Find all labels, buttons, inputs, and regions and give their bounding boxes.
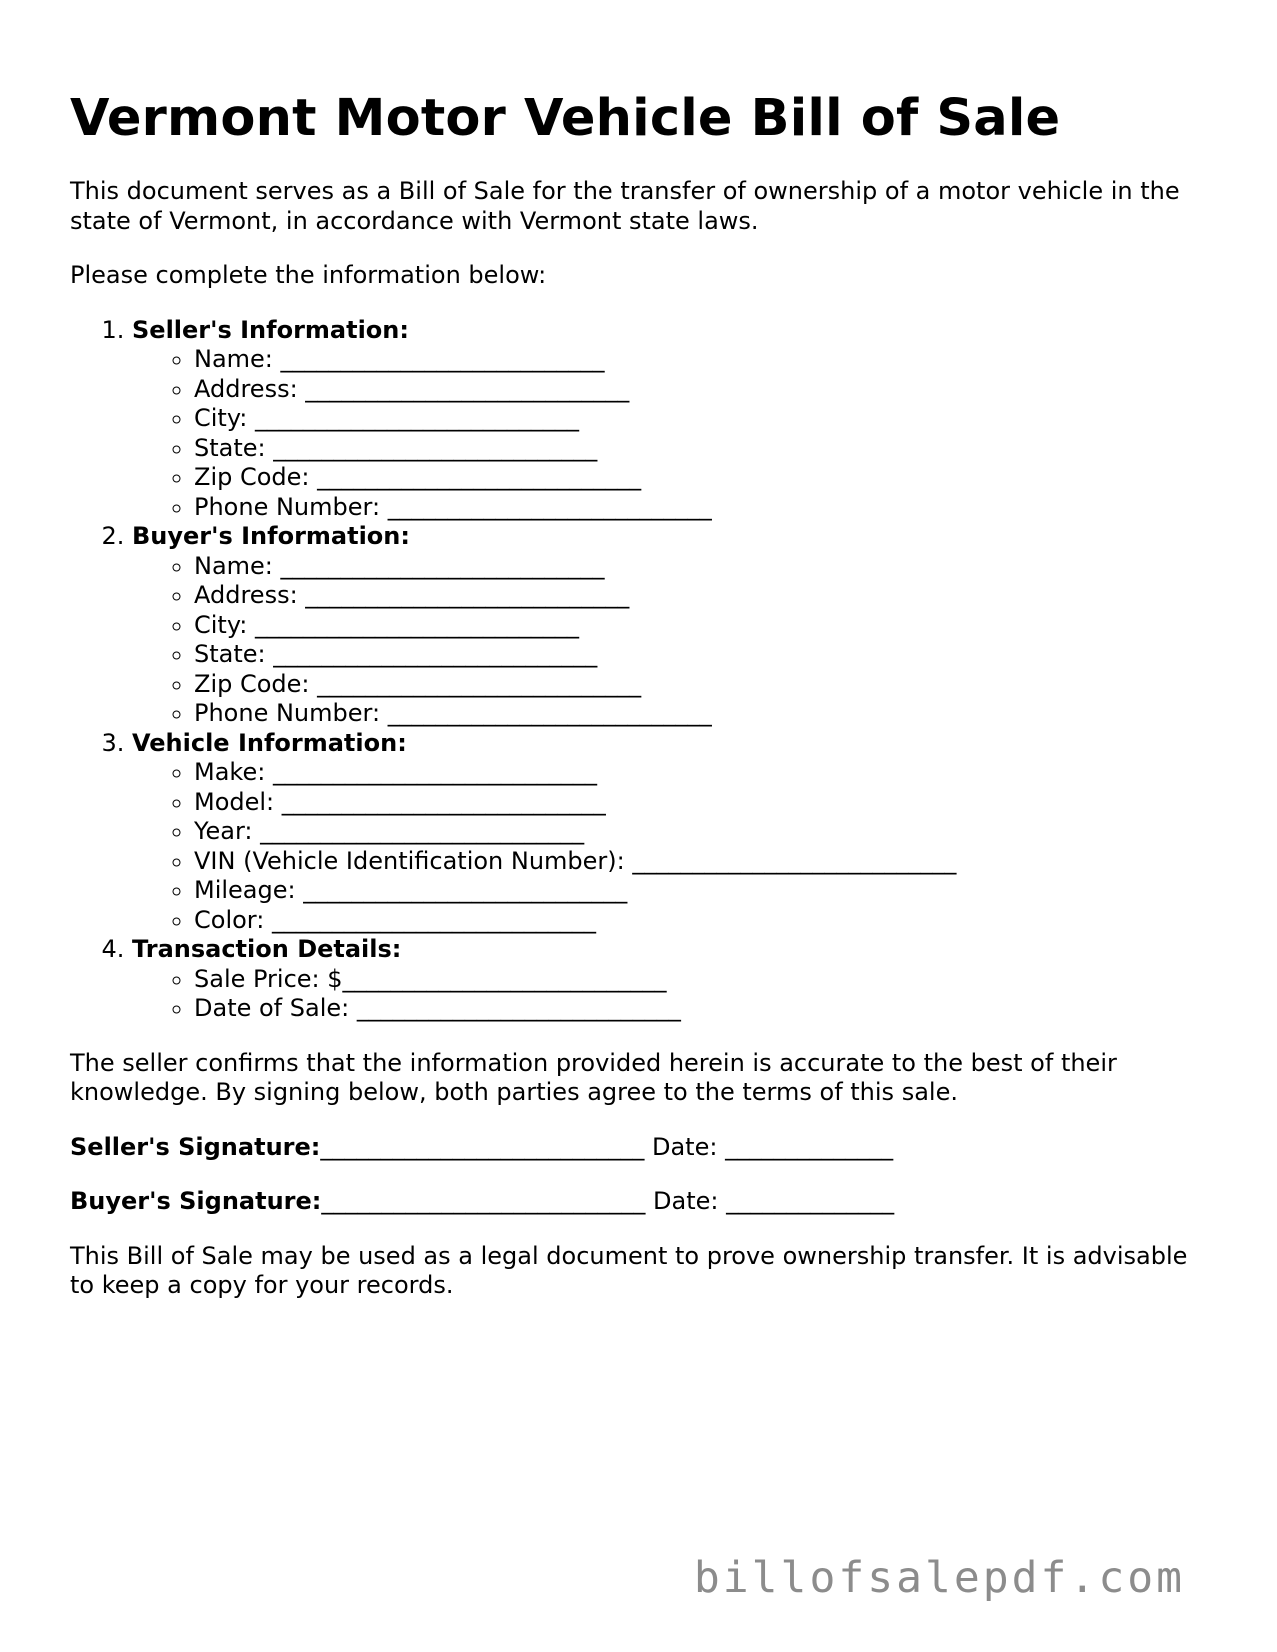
- field-vehicle-make: [194, 758, 1210, 788]
- field-label: Mileage:: [194, 876, 304, 904]
- blank-line: ___________________________: [305, 374, 630, 403]
- field-label: Phone Number:: [194, 492, 388, 521]
- section-buyer-information: [132, 522, 1210, 729]
- blank-line: ___________________________: [272, 758, 597, 786]
- section-transaction-details: [132, 935, 1210, 1024]
- field-label: Make:: [194, 758, 273, 786]
- blank-line: ___________________________: [280, 551, 605, 580]
- intro-paragraph: This document serves as a Bill of Sale for the transfer of ownership of a motor vehicle in the state of Vermont, in accordance with Vermont state laws.: [70, 177, 1180, 235]
- field-list: [132, 965, 1210, 1024]
- field-seller-address: [194, 375, 1210, 405]
- field-list: [132, 758, 1210, 935]
- blank-line: ___________________________: [342, 964, 667, 993]
- field-label: VIN (Vehicle Identification Number):: [194, 846, 633, 875]
- field-label: Zip Code:: [194, 463, 318, 491]
- field-seller-city: [194, 404, 1210, 434]
- field-label: Address:: [194, 581, 306, 609]
- blank-line: ___________________________: [255, 610, 580, 639]
- field-label: Date of Sale:: [194, 994, 357, 1022]
- field-list: [132, 345, 1210, 522]
- date-line: ______________: [726, 1187, 895, 1215]
- field-label: City:: [194, 610, 256, 639]
- date-line: ______________: [725, 1132, 894, 1161]
- field-label: State:: [194, 640, 274, 668]
- section-title: Transaction Details:: [132, 935, 402, 963]
- field-buyer-city: [194, 611, 1210, 641]
- confirmation-paragraph: The seller confirms that the information provided herein is accurate to the best of their knowledge. By signing below, both parties agree to the terms of this sale.: [70, 1048, 1117, 1106]
- section-title: Seller's Information:: [132, 315, 409, 344]
- field-sale-price: [194, 965, 1210, 995]
- field-label: Phone Number:: [194, 699, 388, 727]
- field-seller-state: [194, 434, 1210, 464]
- field-vehicle-vin: [194, 847, 1210, 877]
- section-vehicle-information: [132, 729, 1210, 936]
- signature-line: ___________________________: [320, 1132, 645, 1161]
- blank-line: ___________________________: [317, 463, 642, 491]
- blank-line: ___________________________: [387, 699, 712, 727]
- field-seller-zip-code: [194, 463, 1210, 493]
- blank-line: ___________________________: [632, 846, 957, 875]
- field-buyer-state: [194, 640, 1210, 670]
- blank-line: ___________________________: [303, 876, 628, 904]
- field-vehicle-year: [194, 817, 1210, 847]
- blank-line: ___________________________: [317, 669, 642, 698]
- closing-paragraph: This Bill of Sale may be used as a legal document to prove ownership transfer. It is advisable to keep a copy for your records.: [70, 1241, 1188, 1299]
- field-label: Zip Code:: [194, 669, 318, 698]
- field-label: City:: [194, 404, 256, 432]
- date-label: Date:: [645, 1187, 727, 1215]
- page-title: Vermont Motor Vehicle Bill of Sale: [70, 89, 1061, 148]
- field-label: Color:: [194, 905, 272, 934]
- section-title: Vehicle Information:: [132, 728, 407, 757]
- instruction-text: Please complete the information below:: [70, 261, 547, 289]
- field-label: State:: [194, 433, 274, 462]
- field-label: Name:: [194, 345, 281, 373]
- field-vehicle-color: [194, 906, 1210, 936]
- field-label: Name:: [194, 551, 281, 580]
- date-label: Date:: [644, 1132, 726, 1161]
- field-buyer-phone-number: [194, 699, 1210, 729]
- field-seller-phone-number: [194, 493, 1210, 523]
- blank-line: ___________________________: [273, 640, 598, 668]
- field-label: Sale Price: $: [194, 964, 343, 993]
- seller-signature-row: [70, 1133, 1210, 1163]
- field-date-of-sale: [194, 994, 1210, 1024]
- blank-line: ___________________________: [271, 905, 596, 934]
- blank-line: ___________________________: [305, 581, 630, 609]
- blank-line: ___________________________: [255, 404, 580, 432]
- field-label: Address:: [194, 374, 306, 403]
- section-seller-information: [132, 316, 1210, 523]
- blank-line: ___________________________: [281, 787, 606, 816]
- field-buyer-address: [194, 581, 1210, 611]
- section-title: Buyer's Information:: [132, 522, 410, 550]
- buyer-signature-row: [70, 1187, 1210, 1217]
- signature-line: ___________________________: [321, 1187, 646, 1215]
- field-buyer-name: [194, 552, 1210, 582]
- buyer-signature-label: Buyer's Signature:: [70, 1187, 322, 1215]
- watermark: billofsalepdf.com: [693, 1553, 1185, 1603]
- blank-line: ___________________________: [280, 345, 605, 373]
- field-vehicle-model: [194, 788, 1210, 818]
- field-seller-name: [194, 345, 1210, 375]
- document-page: [70, 84, 1210, 1301]
- blank-line: ___________________________: [273, 433, 598, 462]
- field-label: Model:: [194, 787, 282, 816]
- field-buyer-zip-code: [194, 670, 1210, 700]
- blank-line: ___________________________: [260, 817, 585, 845]
- form-sections: [70, 316, 1210, 1024]
- field-list: [132, 552, 1210, 729]
- field-vehicle-mileage: [194, 876, 1210, 906]
- blank-line: ___________________________: [356, 994, 681, 1022]
- blank-line: ___________________________: [387, 492, 712, 521]
- seller-signature-label: Seller's Signature:: [70, 1132, 321, 1161]
- field-label: Year:: [194, 817, 261, 845]
